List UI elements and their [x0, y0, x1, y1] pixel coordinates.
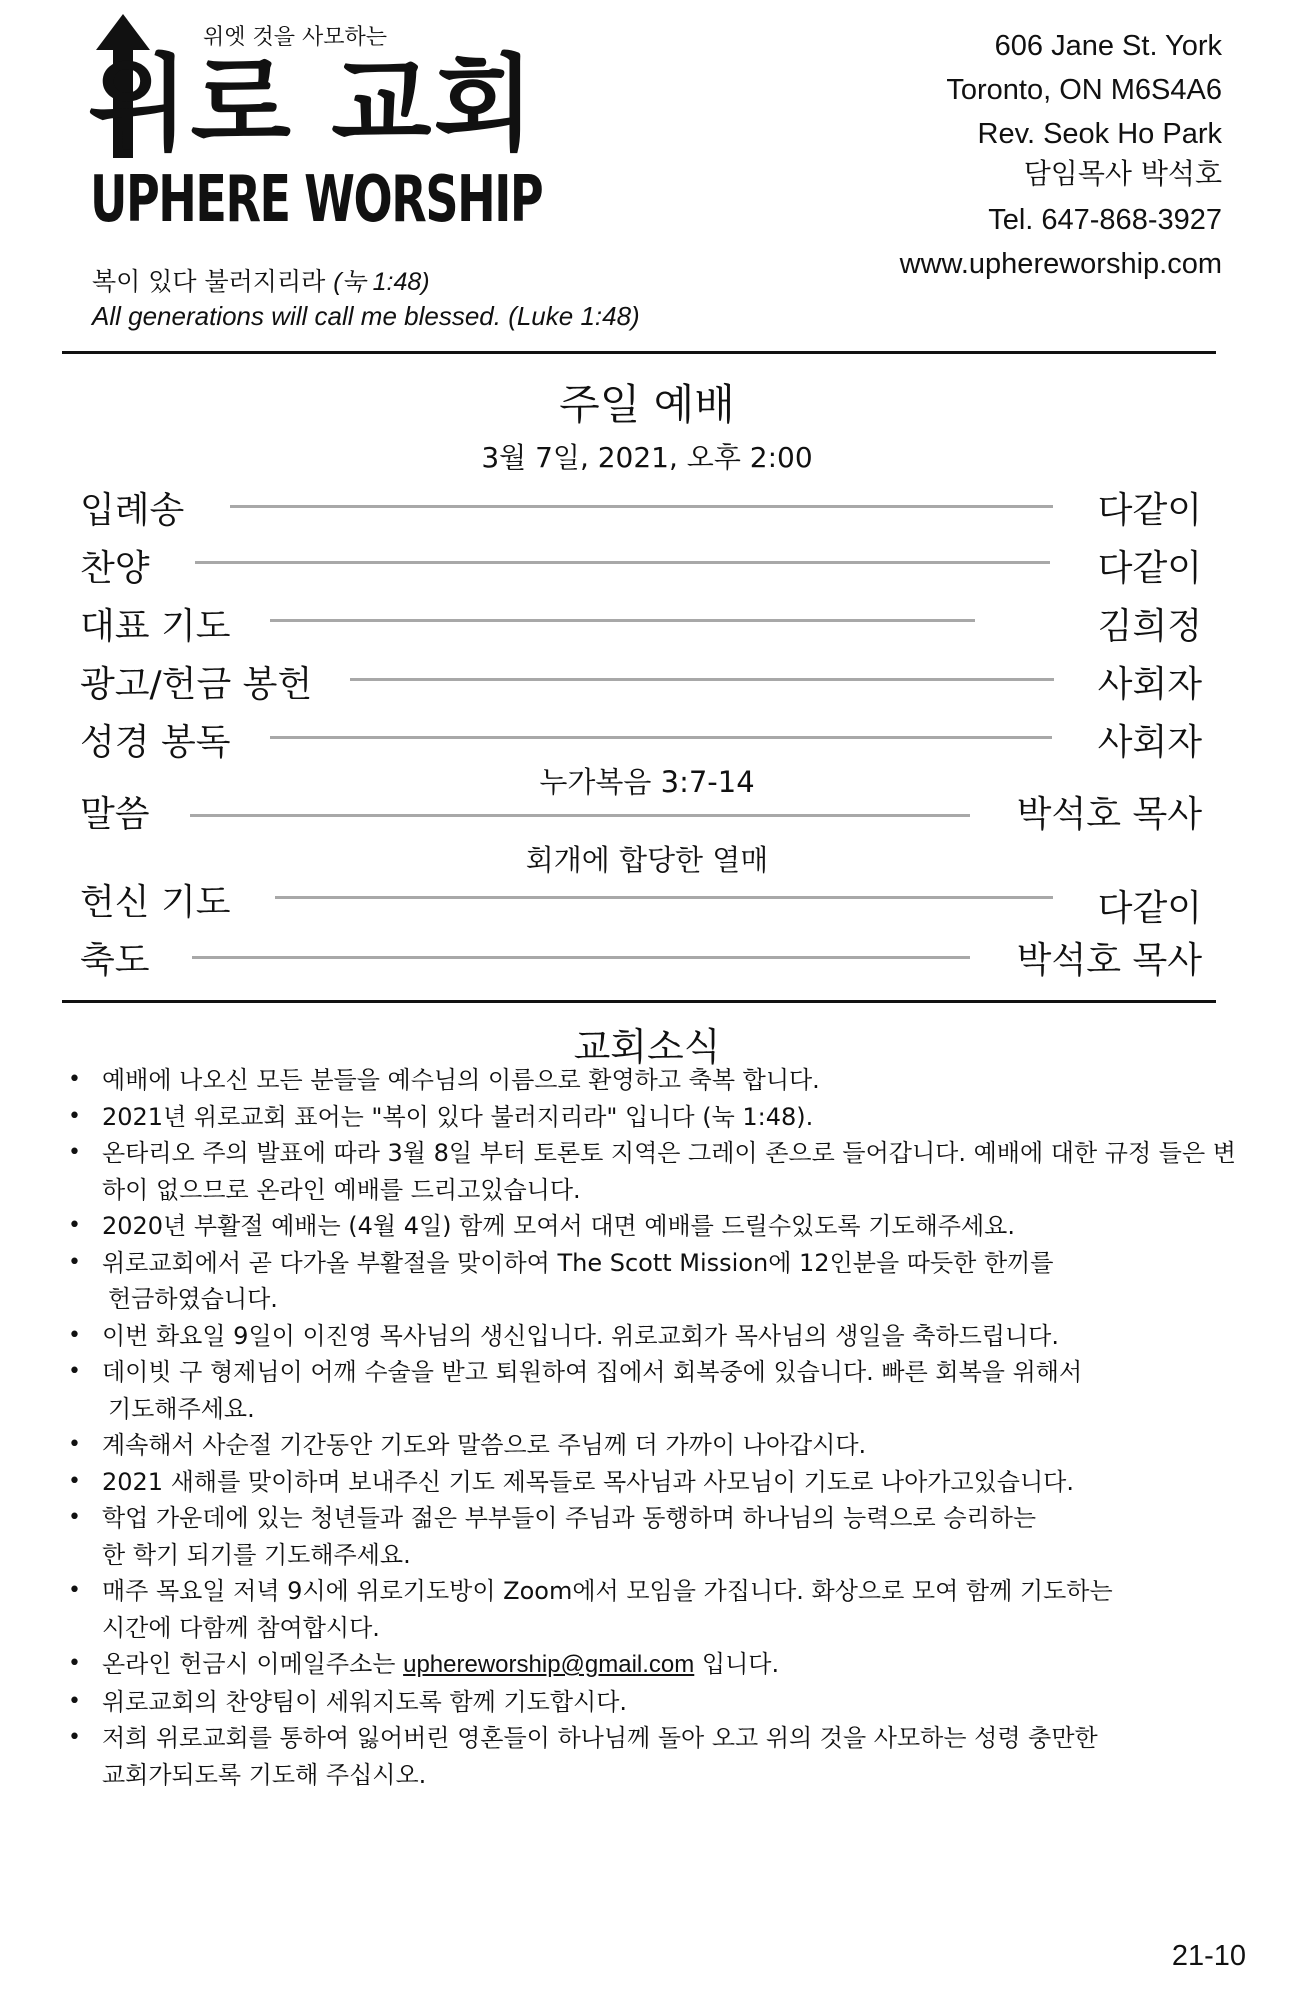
- news-item: • 예배에 나오신 모든 분들을 예수님의 이름으로 환영하고 축복 합니다.: [62, 1062, 1247, 1099]
- service-item-label: 입례송: [80, 490, 185, 531]
- pastor-name-ko: 담임목사 박석호: [1023, 157, 1222, 190]
- news-item-text: 온라인 헌금시 이메일주소는: [102, 1650, 396, 1678]
- service-item-who: 사회자: [1097, 664, 1202, 705]
- leader-line: [192, 956, 970, 959]
- service-item-label: 성경 봉독: [80, 722, 231, 763]
- website-link[interactable]: www.uphereworship.com: [899, 248, 1222, 280]
- address-street: 606 Jane St. York: [994, 30, 1222, 62]
- service-item-who: 다같이: [1097, 548, 1202, 589]
- news-item-line: 기도해주세요.: [108, 1394, 255, 1423]
- service-item-label: 찬양: [80, 548, 150, 589]
- leader-line: [275, 896, 1053, 899]
- news-item: [62, 1573, 1247, 1646]
- news-item-line: 데이빗 구 형제님이 어깨 수술을 받고 퇴원하여 집에서 회복중에 있습니다. 빠른 회복을 위해서: [102, 1358, 1083, 1386]
- news-item: • 2021 새해를 맞이하며 보내주신 기도 제목들로 목사님과 사모님이 기도로 나아가고있습니다.: [62, 1464, 1247, 1501]
- email-link[interactable]: uphereworship@gmail.com: [403, 1651, 695, 1678]
- news-item-line: 위로교회에서 곧 다가올 부활절을 맞이하여 The Scott Mission에 12인분을 따듯한 한끼를: [102, 1248, 1054, 1277]
- news-item: • 이번 화요일 9일이 이진영 목사님의 생신입니다. 위로교회가 목사님의 생일을 축하드립니다.: [62, 1318, 1247, 1355]
- news-item: • 계속해서 사순절 기간동안 기도와 말씀으로 주님께 더 가까이 나아갑시다.: [62, 1427, 1247, 1464]
- leader-line: [190, 814, 970, 817]
- service-item-label: 축도: [80, 940, 150, 981]
- header-divider: [62, 351, 1216, 354]
- leader-line: [195, 561, 1050, 564]
- service-item-label: 말씀: [80, 794, 150, 835]
- leader-line: [270, 736, 1052, 739]
- sermon-title: 회개에 합당한 열매: [525, 843, 769, 877]
- news-item: • 2020년 부활절 예배는 (4월 4일) 함께 모여서 대면 예배를 드릴수있도록 기도해주세요.: [62, 1208, 1247, 1245]
- news-item: [62, 1245, 1247, 1318]
- news-list: [62, 1062, 1247, 1793]
- service-title: 주일 예배: [559, 380, 735, 429]
- news-item: • 2021년 위로교회 표어는 "복이 있다 불러지리라" 입니다 (눅 1:48).: [62, 1099, 1247, 1136]
- news-item-line: 시간에 다함께 참여합시다.: [102, 1613, 380, 1642]
- verse-ko-ref: (눅 1:48): [333, 268, 430, 296]
- service-item-label: 헌신 기도: [80, 882, 231, 923]
- service-item-who: 김희정: [1097, 606, 1202, 647]
- church-name-ko: 위로 교회: [88, 43, 537, 165]
- news-item-line: 저희 위로교회를 통하여 잃어버린 영혼들이 하나님께 돌아 오고 위의 것을 사모하는 성령 충만한: [102, 1724, 1098, 1752]
- news-title: 교회소식: [573, 1025, 721, 1069]
- service-item-who: 다같이: [1097, 888, 1202, 929]
- news-item-text: 입니다.: [701, 1650, 780, 1678]
- news-item: • 온타리오 주의 발표에 따라 3월 8일 부터 토론토 지역은 그레이 존으로 들어갑니다. 예배에 대한 규정 들은 변하이 없으므로 온라인 예배를 드리고있습니다.: [62, 1135, 1247, 1208]
- news-item: • 위로교회의 찬양팀이 세워지도록 함께 기도합시다.: [62, 1684, 1247, 1721]
- logo-tagline: 위엣 것을 사모하는: [203, 25, 388, 50]
- service-item-who: 사회자: [1097, 722, 1202, 763]
- news-item-line: 매주 목요일 저녁 9시에 위로기도방이 Zoom에서 모임을 가집니다. 화상으로 모여 함께 기도하는: [102, 1577, 1113, 1605]
- service-item-label: 광고/헌금 봉헌: [80, 664, 313, 705]
- scripture-reference: 누가복음 3:7-14: [539, 765, 755, 799]
- service-item-who: 박석호 목사: [1016, 794, 1202, 835]
- verse-ko: [92, 262, 430, 298]
- verse-ko-text: 복이 있다 불러지리라: [92, 267, 326, 296]
- phone: Tel. 647-868-3927: [988, 204, 1222, 236]
- service-item-label: 대표 기도: [80, 606, 231, 647]
- church-name-en: UPHERE WORSHIP: [90, 163, 543, 237]
- verse-en: All generations will call me blessed. (Luke 1:48): [92, 301, 640, 331]
- pastor-name-en: Rev. Seok Ho Park: [977, 118, 1222, 150]
- news-item: [62, 1646, 1247, 1684]
- leader-line: [350, 678, 1054, 681]
- news-item: [62, 1500, 1247, 1573]
- service-item-who: 다같이: [1097, 490, 1202, 531]
- news-item-line: 학업 가운데에 있는 청년들과 젊은 부부들이 주님과 동행하며 하나님의 능력으로 승리하는: [102, 1504, 1037, 1532]
- news-item: [62, 1354, 1247, 1427]
- news-item: [62, 1720, 1247, 1793]
- service-date: 3월 7일, 2021, 오후 2:00: [481, 441, 813, 474]
- service-item-who: 박석호 목사: [1016, 940, 1202, 981]
- page-number: 21-10: [1171, 1940, 1246, 1972]
- service-divider: [62, 1000, 1216, 1003]
- news-item-line: 헌금하였습니다.: [108, 1285, 278, 1313]
- leader-line: [230, 505, 1053, 508]
- news-item-line: 교회가되도록 기도해 주십시오.: [102, 1760, 427, 1789]
- news-item-line: 한 학기 되기를 기도해주세요.: [102, 1540, 411, 1569]
- address-city: Toronto, ON M6S4A6: [946, 74, 1222, 106]
- leader-line: [270, 619, 975, 622]
